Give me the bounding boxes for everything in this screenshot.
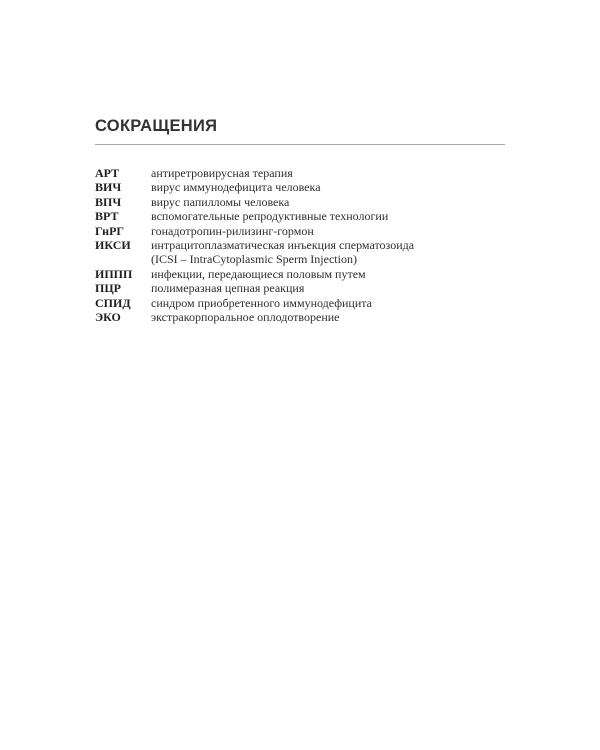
abbreviation-definition <box>151 310 515 324</box>
abbreviation-definition <box>151 224 515 238</box>
definition-line: полимеразная цепная реакция <box>151 281 305 296</box>
abbreviation-term: ИКСИ <box>95 238 131 253</box>
abbreviation-item <box>95 195 515 209</box>
abbreviation-term: ВПЧ <box>95 194 122 209</box>
abbreviation-definition <box>151 195 515 209</box>
definition-line: гонадотропин-рилизинг-гормон <box>151 223 314 238</box>
abbreviation-term: ВИЧ <box>95 180 122 195</box>
definition-line: экстракорпоральное оплодотворение <box>151 310 340 325</box>
abbreviation-term: ЭКО <box>95 310 121 325</box>
abbreviation-definition <box>151 296 515 310</box>
abbreviation-definition <box>151 267 515 281</box>
abbreviation-definition <box>151 209 515 223</box>
abbreviation-term: ГнРГ <box>95 223 125 238</box>
abbreviation-item <box>95 281 515 295</box>
definition-line: инфекции, передающиеся половым путем <box>151 266 366 281</box>
abbreviation-term: СПИД <box>95 295 131 310</box>
abbreviation-item <box>95 180 515 194</box>
definition-line: вспомогательные репродуктивные технологии <box>151 209 389 224</box>
definition-line: антиретровирусная терапия <box>151 166 293 180</box>
definition-line: вирус папилломы человека <box>151 194 290 209</box>
heading-divider <box>95 144 505 145</box>
abbreviation-definition <box>151 281 515 295</box>
abbreviation-term: АРТ <box>95 166 120 180</box>
abbreviation-item <box>95 310 515 324</box>
abbreviation-item <box>95 209 515 223</box>
abbreviation-item <box>95 267 515 281</box>
page-heading: СОКРАЩЕНИЯ <box>95 117 218 135</box>
definition-line: вирус иммунодефицита человека <box>151 180 321 195</box>
abbreviation-item <box>95 224 515 238</box>
abbreviation-item <box>95 238 515 267</box>
abbreviation-definition <box>151 180 515 194</box>
abbreviation-list <box>95 166 515 324</box>
abbreviation-term: ПЦР <box>95 281 121 296</box>
definition-line: (ICSI – IntraCytoplasmic Sperm Injection) <box>151 252 357 267</box>
abbreviation-definition <box>151 238 515 267</box>
abbreviation-term: ВРТ <box>95 209 119 224</box>
abbreviation-item <box>95 296 515 310</box>
definition-line: синдром приобретенного иммунодефицита <box>151 295 372 310</box>
abbreviation-item <box>95 166 515 180</box>
abbreviation-definition <box>151 166 515 180</box>
definition-line: интрацитоплазматическая инъекция сперматозоида <box>151 238 415 253</box>
abbreviation-term: ИППП <box>95 266 133 281</box>
